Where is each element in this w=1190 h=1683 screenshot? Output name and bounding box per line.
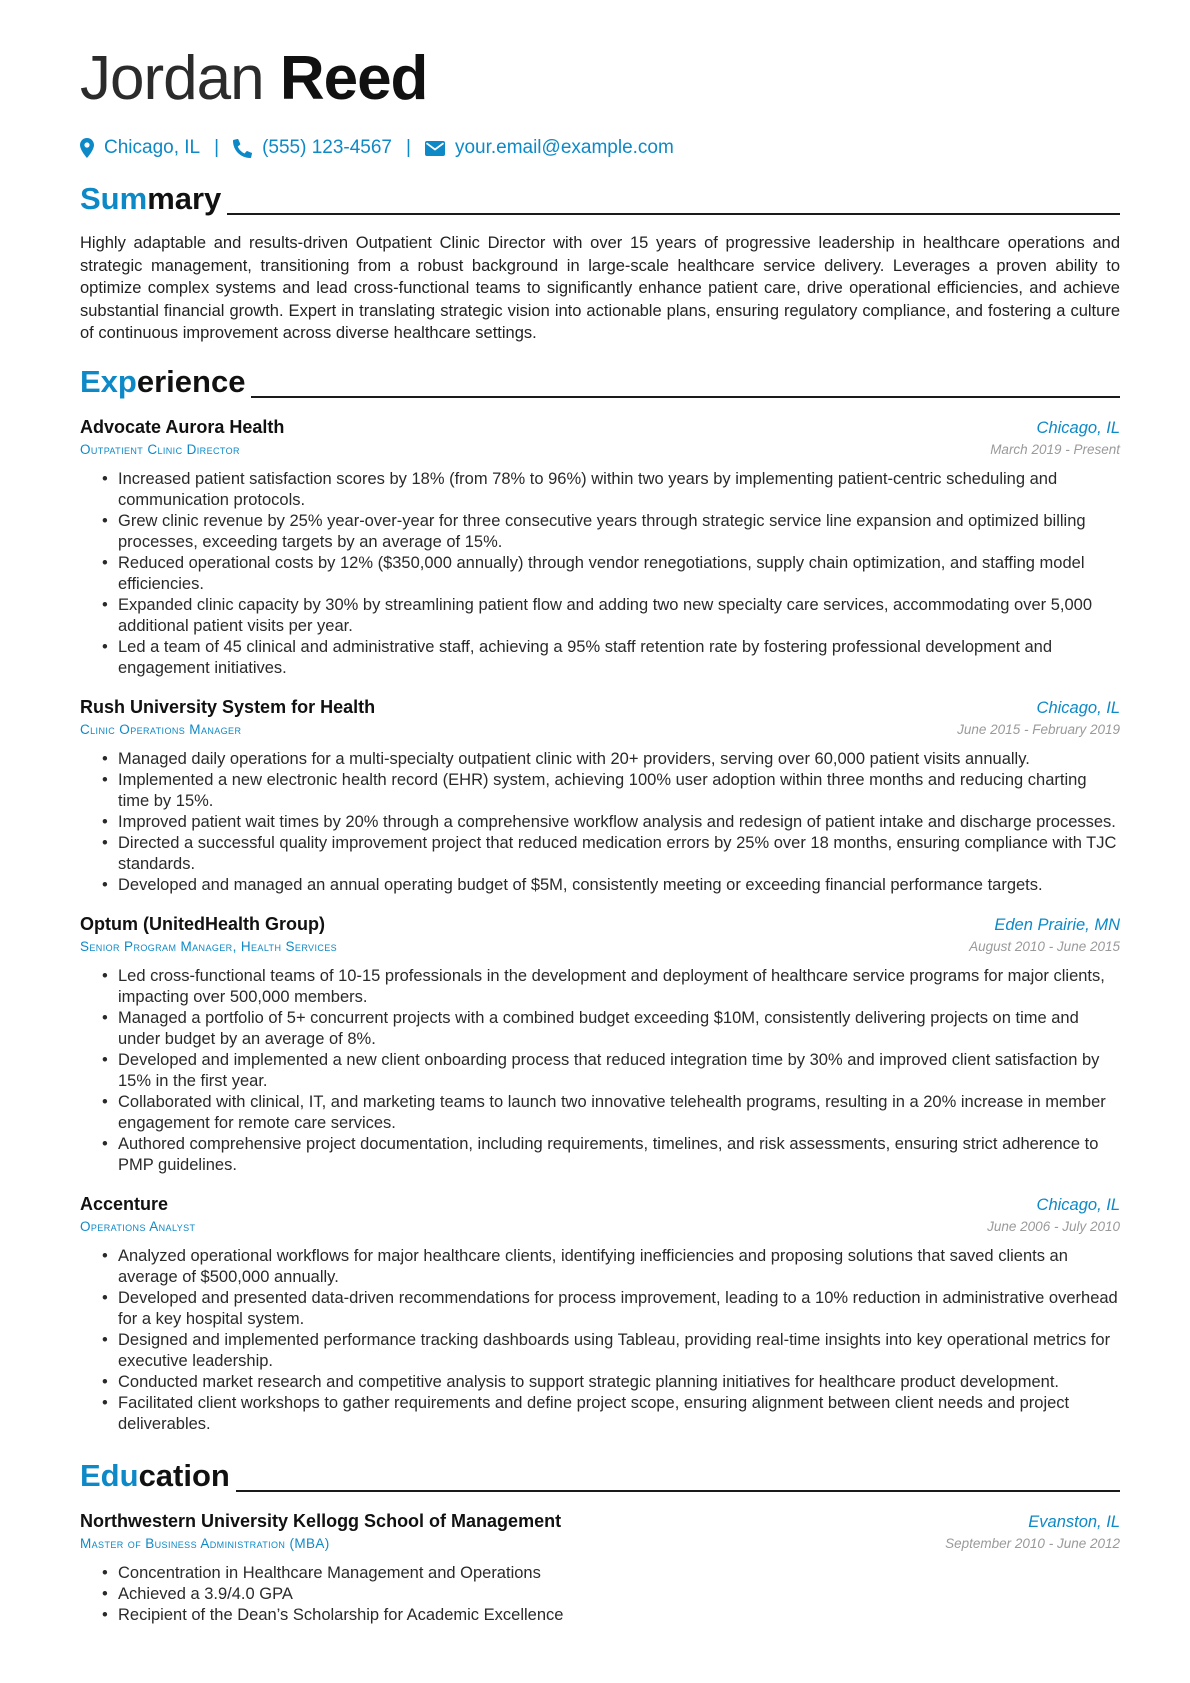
bullet-item: • Analyzed operational workflows for major healthcare clients, identifying inefficiencies and proposing solutions that saved clients an average of $500,000 annually. (80, 1246, 1120, 1288)
bullet-item: • Managed daily operations for a multi-specialty outpatient clinic with 20+ providers, serving over 60,000 patient visits annually. (80, 749, 1120, 770)
school-location: Evanston, IL (1028, 1512, 1120, 1531)
phone-icon (233, 139, 252, 158)
phone-text: (555) 123-4567 (262, 137, 392, 158)
entry-subheader (80, 442, 1120, 457)
first-name: Jordan (80, 44, 264, 113)
job-role: Senior Program Manager, Health Services (80, 938, 338, 954)
education-list (80, 1511, 1120, 1626)
job-location: Chicago, IL (1036, 418, 1120, 437)
summary-section (80, 178, 1120, 345)
job-entry (80, 417, 1120, 679)
candidate-name (80, 40, 1120, 118)
job-dates: June 2006 - July 2010 (987, 1218, 1120, 1234)
bullet-item: • Increased patient satisfaction scores by 18% (from 78% to 96%) within two years by implementing patient-centric scheduling and communication protocols. (80, 469, 1120, 511)
entry-subheader (80, 722, 1120, 737)
job-entry (80, 1194, 1120, 1435)
summary-text: Highly adaptable and results-driven Outpatient Clinic Director with over 15 years of progressive leadership in healthcare operations and strategic management, transitioning from a robust background in large-scale healthcare service delivery. Leverages a proven ability to optimize complex systems and lead cross-functional teams to significantly enhance patient care, drive operational efficiencies, and achieve substantial financial growth. Expert in translating strategic vision into actionable plans, ensuring regulatory compliance, and fostering a culture of continuous improvement across diverse healthcare settings. (80, 234, 1120, 343)
contact-email[interactable] (425, 137, 674, 159)
school-organization: Northwestern University Kellogg School of Management (80, 1510, 562, 1531)
experience-section (80, 361, 1120, 1435)
bullet-item: • Developed and managed an annual operating budget of $5M, consistently meeting or exceeding financial performance targets. (80, 875, 1120, 896)
job-entry (80, 697, 1120, 896)
job-bullets (80, 749, 1120, 896)
job-location: Eden Prairie, MN (994, 915, 1120, 934)
job-dates: June 2015 - February 2019 (957, 721, 1120, 737)
resume-page (80, 40, 1120, 1626)
section-rule (227, 213, 1120, 215)
section-rule (251, 396, 1120, 398)
experience-title: Experience (80, 363, 246, 399)
bullet-item: • Conducted market research and competitive analysis to support strategic planning initiatives for healthcare product development. (80, 1372, 1120, 1393)
job-location: Chicago, IL (1036, 698, 1120, 717)
job-location: Chicago, IL (1036, 1195, 1120, 1214)
entry-header (80, 1194, 1120, 1215)
envelope-icon (425, 141, 445, 156)
contact-line (80, 134, 1120, 162)
bullet-item: • Led a team of 45 clinical and administrative staff, achieving a 95% staff retention rate by fostering professional development and engagement initiatives. (80, 637, 1120, 679)
summary-title: Summary (80, 181, 222, 216)
entry-subheader (80, 939, 1120, 954)
contact-phone[interactable] (233, 137, 392, 159)
map-pin-icon (80, 138, 94, 158)
bullet-item: • Managed a portfolio of 5+ concurrent projects with a combined budget exceeding $10M, consistently delivering projects on time and under budget by an average of 8%. (80, 1008, 1120, 1050)
job-organization: Accenture (80, 1193, 169, 1214)
school-dates: September 2010 - June 2012 (945, 1535, 1120, 1551)
bullet-item: • Grew clinic revenue by 25% year-over-year for three consecutive years through strategic service line expansion and optimized billing processes, exceeding targets by an average of 15%. (80, 511, 1120, 553)
section-heading (80, 361, 1120, 401)
experience-list (80, 417, 1120, 1435)
section-rule (236, 1490, 1120, 1492)
school-entry (80, 1511, 1120, 1626)
entry-header (80, 697, 1120, 718)
bullet-item: • Reduced operational costs by 12% ($350,000 annually) through vendor renegotiations, supply chain optimization, and staffing model efficiencies. (80, 553, 1120, 595)
bullet-item: • Led cross-functional teams of 10-15 professionals in the development and deployment of healthcare service programs for major clients, impacting over 500,000 members. (80, 966, 1120, 1008)
job-role: Operations Analyst (80, 1218, 196, 1234)
bullet-item: • Directed a successful quality improvement project that reduced medication errors by 25% over 18 months, ensuring compliance with TJC standards. (80, 833, 1120, 875)
entry-header (80, 914, 1120, 935)
bullet-item: • Expanded clinic capacity by 30% by streamlining patient flow and adding two new specialty care services, accommodating over 5,000 additional patient visits per year. (80, 595, 1120, 637)
entry-header (80, 1511, 1120, 1532)
bullet-item: • Designed and implemented performance tracking dashboards using Tableau, providing real-time insights into key operational metrics for executive leadership. (80, 1330, 1120, 1372)
job-organization: Advocate Aurora Health (80, 416, 285, 437)
location-text: Chicago, IL (104, 137, 201, 158)
job-bullets (80, 1246, 1120, 1435)
bullet-item: • Implemented a new electronic health record (EHR) system, achieving 100% user adoption within three months and reducing charting time by 15%. (80, 770, 1120, 812)
bullet-item: • Recipient of the Dean’s Scholarship for Academic Excellence (80, 1605, 1120, 1626)
contact-separator: | (214, 137, 220, 158)
bullet-item: • Improved patient wait times by 20% through a comprehensive workflow analysis and redesign of patient intake and discharge processes. (80, 812, 1120, 833)
email-link: your.email@example.com (454, 137, 674, 158)
bullet-item: • Developed and implemented a new client onboarding process that reduced integration time by 30% and improved client satisfaction by 15% in the first year. (80, 1050, 1120, 1092)
job-role: Outpatient Clinic Director (80, 441, 240, 457)
section-heading (80, 178, 1120, 218)
section-heading (80, 1455, 1120, 1495)
job-organization: Optum (UnitedHealth Group) (80, 913, 325, 934)
bullet-item: • Developed and presented data-driven recommendations for process improvement, leading to a 10% reduction in administrative overhead for a key hospital system. (80, 1288, 1120, 1330)
job-organization: Rush University System for Health (80, 696, 376, 717)
education-section (80, 1455, 1120, 1626)
entry-subheader (80, 1536, 1120, 1551)
last-name: Reed (279, 44, 428, 113)
bullet-item: • Achieved a 3.9/4.0 GPA (80, 1584, 1120, 1605)
contact-location (80, 137, 200, 159)
job-entry (80, 914, 1120, 1176)
job-bullets (80, 966, 1120, 1176)
bullet-item: • Concentration in Healthcare Management and Operations (80, 1563, 1120, 1584)
job-bullets (80, 469, 1120, 679)
bullet-item: • Facilitated client workshops to gather requirements and define project scope, ensuring alignment between client needs and project deliverables. (80, 1393, 1120, 1435)
entry-subheader (80, 1219, 1120, 1234)
job-dates: March 2019 - Present (990, 441, 1120, 457)
education-title: Education (80, 1457, 230, 1493)
job-dates: August 2010 - June 2015 (969, 938, 1120, 954)
school-bullets (80, 1563, 1120, 1626)
bullet-item: • Authored comprehensive project documentation, including requirements, timelines, and risk assessments, ensuring strict adherence to PMP guidelines. (80, 1134, 1120, 1176)
job-role: Clinic Operations Manager (80, 721, 242, 737)
entry-header (80, 417, 1120, 438)
bullet-item: • Collaborated with clinical, IT, and marketing teams to launch two innovative telehealth programs, resulting in a 20% increase in member engagement for remote care services. (80, 1092, 1120, 1134)
contact-separator: | (406, 137, 411, 158)
school-role: Master of Business Administration (MBA) (80, 1535, 330, 1551)
